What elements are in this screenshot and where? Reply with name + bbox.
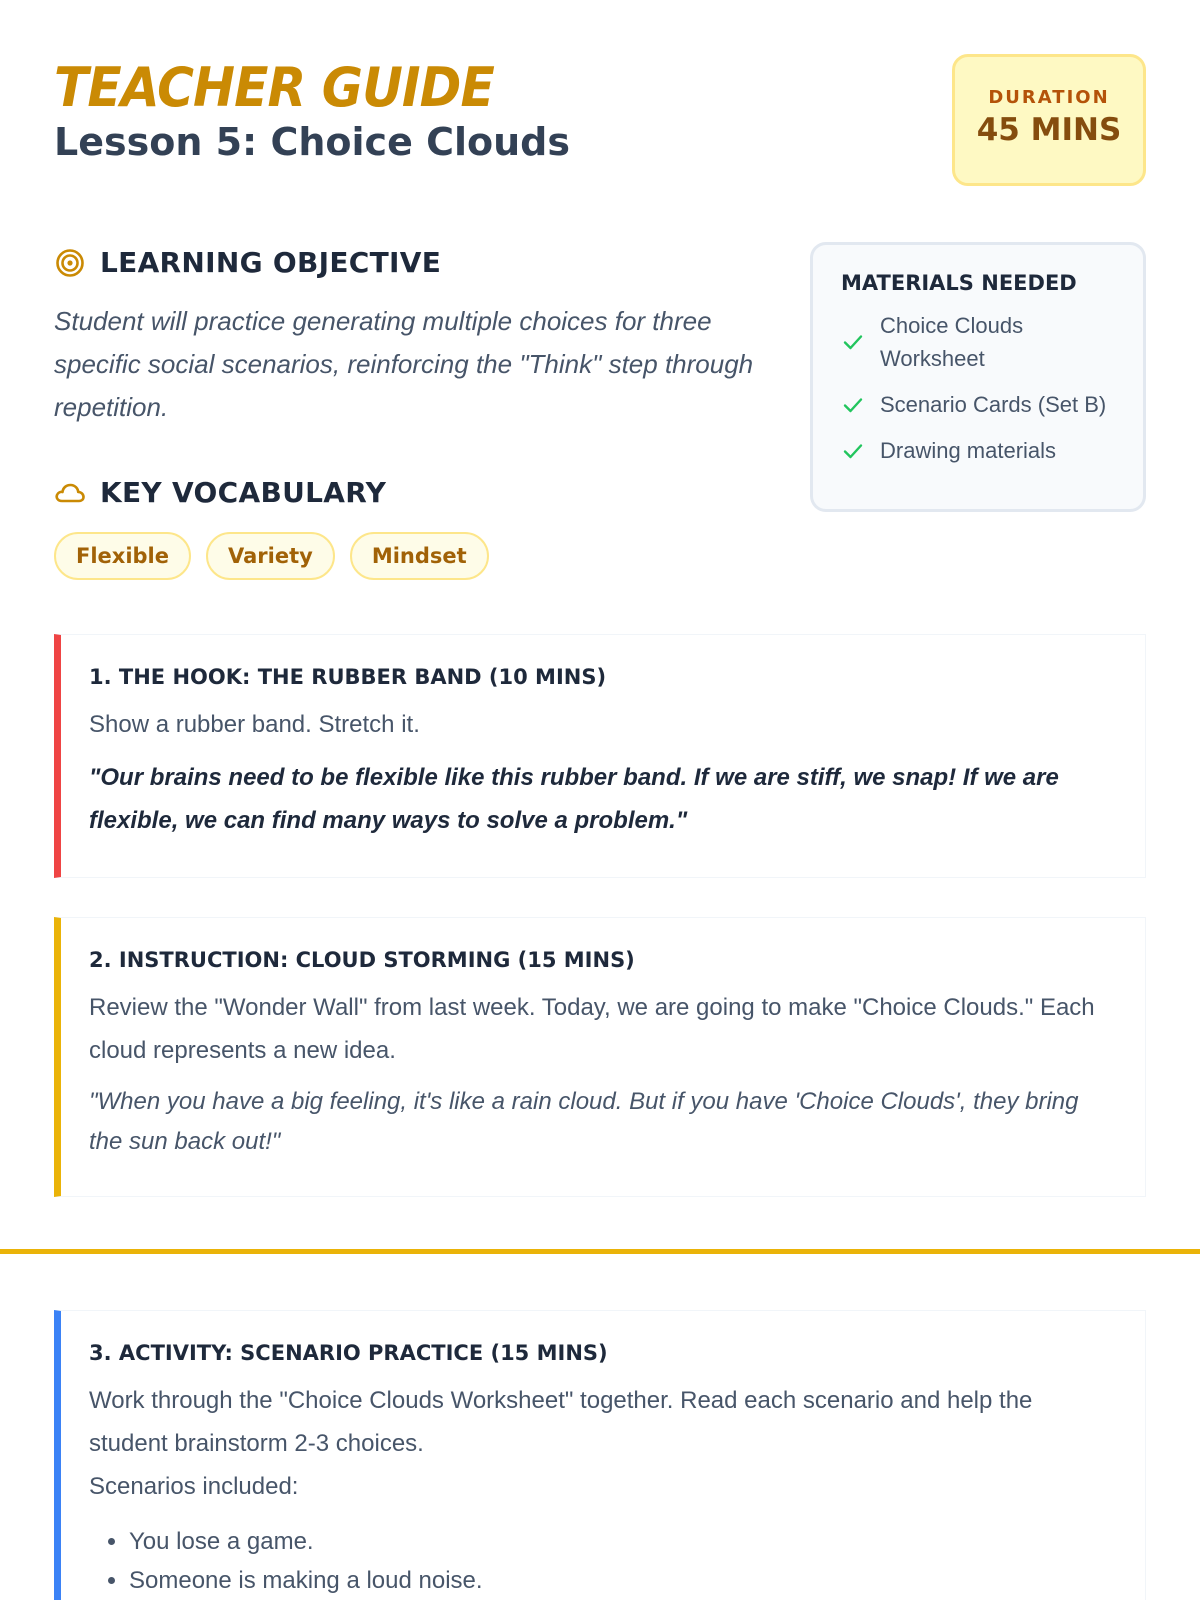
- list-item: • You lose a game.: [129, 1522, 1111, 1561]
- duration-badge: [952, 54, 1146, 186]
- list-item: • Someone is making a loud noise.: [129, 1561, 1111, 1600]
- step-text: Work through the "Choice Clouds Worksheet" together. Read each scenario and help the student brainstorm 2-3 choices.: [89, 1387, 1033, 1457]
- vocabulary-heading: [54, 476, 386, 509]
- lesson-title: Lesson 5: Choice Clouds: [54, 120, 570, 164]
- step-card-activity: [54, 1310, 1146, 1600]
- step-text: Review the "Wonder Wall" from last week. Today, we are going to make "Choice Clouds." Each cloud represents a new idea.: [89, 994, 1095, 1064]
- materials-title: MATERIALS NEEDED: [841, 271, 1077, 295]
- step-list-intro: Scenarios included:: [89, 1473, 299, 1500]
- materials-item-label: Drawing materials: [880, 438, 1057, 463]
- check-icon: [841, 330, 865, 354]
- check-icon: [841, 439, 865, 463]
- step-card-hook: [54, 634, 1146, 878]
- cloud-icon: [54, 477, 86, 509]
- vocab-chip: Flexible: [54, 532, 191, 580]
- duration-label: DURATION: [988, 87, 1110, 108]
- materials-item-label: Scenario Cards (Set B): [880, 392, 1107, 417]
- guide-title: TEACHER GUIDE: [54, 56, 494, 119]
- vocabulary-heading-label: KEY VOCABULARY: [100, 476, 387, 509]
- step-title: 1. THE HOOK: THE RUBBER BAND (10 MINS): [89, 665, 607, 689]
- vocabulary-list: [54, 532, 489, 580]
- vocab-chip: Mindset: [350, 532, 489, 580]
- objective-heading: [54, 246, 441, 279]
- check-icon: [841, 393, 865, 417]
- step-quote: "Our brains need to be flexible like this rubber band. If we are stiff, we snap! If we are flexible, we can find many ways to solve a problem.": [89, 764, 1059, 834]
- section-divider: [0, 1249, 1200, 1254]
- materials-item: [841, 388, 1117, 421]
- objective-text: Student will practice generating multiple choices for three specific social scenarios, reinforcing the "Think" step through repetition.: [54, 306, 754, 422]
- step-title: 2. INSTRUCTION: CLOUD STORMING (15 MINS): [89, 948, 635, 972]
- materials-item-label: Choice Clouds Worksheet: [880, 313, 1024, 371]
- duration-value: 45 MINS: [976, 112, 1122, 148]
- step-title: 3. ACTIVITY: SCENARIO PRACTICE (15 MINS): [89, 1341, 608, 1365]
- step-quote: "When you have a big feeling, it's like a rain cloud. But if you have 'Choice Clouds', they bring the sun back out!": [89, 1088, 1079, 1155]
- materials-panel: [810, 242, 1146, 512]
- materials-item: [841, 434, 1117, 467]
- scenario-list: [89, 1522, 1111, 1600]
- target-icon: [54, 247, 86, 279]
- step-card-instruction: [54, 917, 1146, 1197]
- materials-item: [841, 309, 1117, 375]
- step-text: Show a rubber band. Stretch it.: [89, 711, 420, 738]
- objective-heading-label: LEARNING OBJECTIVE: [100, 246, 442, 279]
- page-header: [54, 58, 1146, 188]
- vocab-chip: Variety: [206, 532, 335, 580]
